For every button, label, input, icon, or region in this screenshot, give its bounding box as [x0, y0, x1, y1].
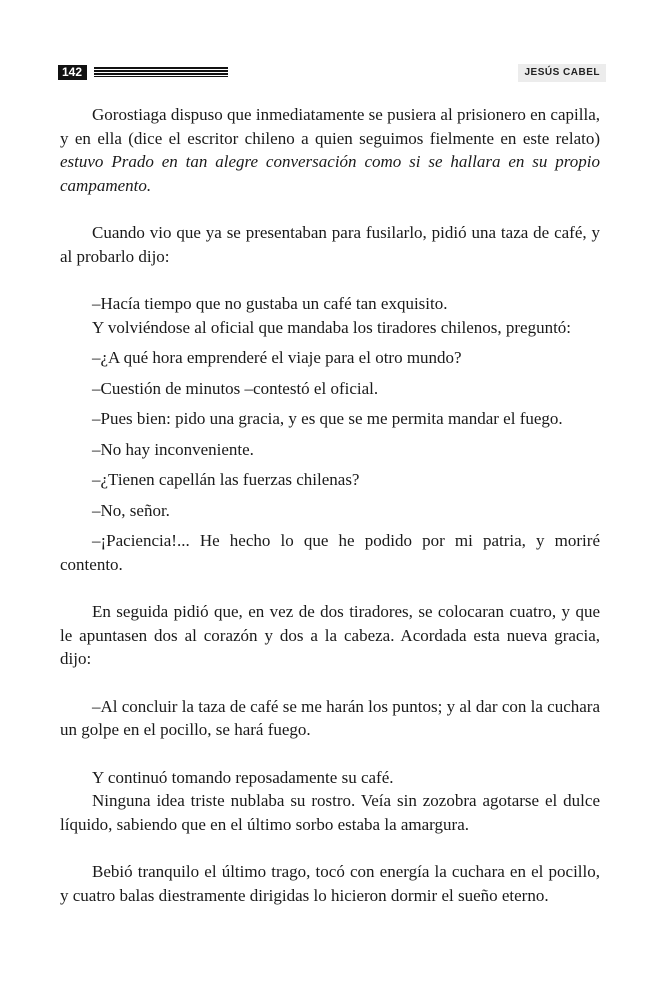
body-text — [60, 103, 600, 907]
dialogue-line: –Hacía tiempo que no gustaba un café tan exquisito. — [92, 294, 448, 313]
paragraph-3: En seguida pidió que, en vez de dos tiradores, se colocaran cuatro, y que le apuntasen dos al corazón y dos a la cabeza. Acordada esta nueva gracia, dijo: — [60, 602, 600, 668]
dialogue-line: –No hay inconveniente. — [92, 439, 254, 459]
dialogue-line: –Al concluir la taza de café se me harán los puntos; y al dar con la cuchara un golpe en el pocillo, se hará fuego. — [60, 696, 600, 739]
paragraph-narration: Y volviéndose al oficial que mandaba los tiradores chilenos, preguntó: — [92, 317, 572, 337]
dialogue-line: –¿Tienen capellán las fuerzas chilenas? — [92, 470, 360, 489]
paragraph-2: Cuando vio que ya se presentaban para fusilarlo, pidió una taza de café, y al probarlo dijo: — [60, 223, 600, 266]
header-rule — [94, 67, 228, 77]
paragraph-5: Ninguna idea triste nublaba su rostro. Veía sin zozobra agotarse el dulce líquido, sabiendo que en el último sorbo estaba la amargura. — [60, 791, 600, 834]
paragraph-4: Y continuó tomando reposadamente su café. — [92, 767, 394, 787]
dialogue-line: –Cuestión de minutos –contestó el oficial. — [92, 378, 379, 398]
paragraph-1: Gorostiaga dispuso que inmediatamente se pusiera al prisionero en capilla, y en ella (dice el escritor chileno a quien seguimos fielmente en este relato) estuvo Prado en tan alegre conversación como si se hallara en su propio campamento. — [60, 105, 600, 195]
dialogue-line: –¿A qué hora emprenderé el viaje para el otro mundo? — [92, 348, 462, 367]
italic-quote: estuvo Prado en tan alegre conversación como si se hallara en su propio campamento. — [60, 152, 600, 195]
dialogue-line: –¡Paciencia!... He hecho lo que he podido por mi patria, y moriré contento. — [60, 531, 600, 574]
running-head-author: JESÚS CABEL — [518, 64, 606, 82]
dialogue-line: –Pues bien: pido una gracia, y es que se me permita mandar el fuego. — [92, 409, 563, 428]
running-header — [58, 64, 606, 82]
dialogue-line: –No, señor. — [92, 500, 170, 520]
page-number: 142 — [58, 65, 87, 80]
paragraph-6: Bebió tranquilo el último trago, tocó con energía la cuchara en el pocillo, y cuatro balas diestramente dirigidas lo hicieron dormir el sueño eterno. — [60, 862, 600, 905]
